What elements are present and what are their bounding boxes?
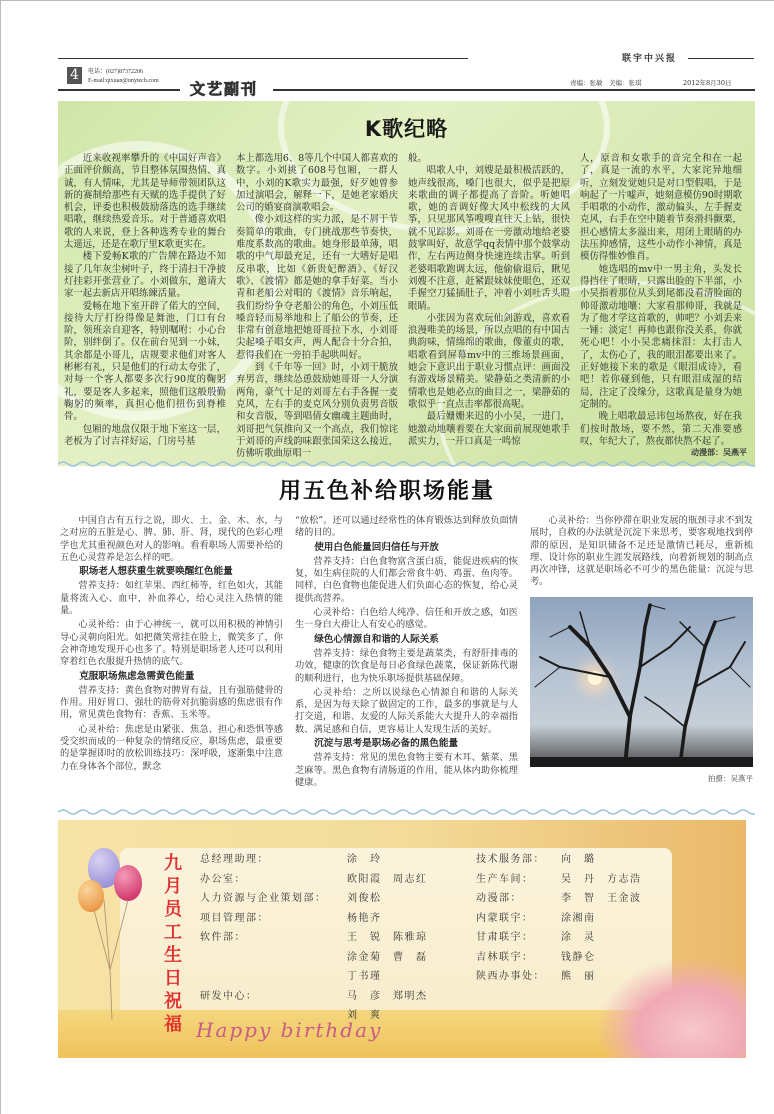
- article-k-song: [58, 101, 755, 466]
- happy-birthday-text: Happy birthday: [196, 1018, 383, 1042]
- editors: 责编：张敏 美编：张琪: [570, 79, 642, 87]
- paragraph: 营养支持：黄色食物对脾胃有益，且有强筋健骨的作用。用好胃口、强壮的筋骨对抗脆弱感的焦虑很有作用，常见黄色食物有：香蕉、玉米等。: [60, 684, 283, 721]
- article-column: [60, 515, 283, 791]
- paragraph: 心灵补给：当你停滞在职业发展的瓶颈寻求不到发展时，自救的办法就是沉淀下来思考，要客观地找到停滞的原因，是知识储备不足还是激情已耗尽，重新梳理、设计你的职业生涯发展路线，向着新规划的制高点再次冲锋，这就是职场必不可少的黑色能量：沉淀与思考。: [530, 515, 753, 588]
- balloon-strings: [88, 900, 128, 1020]
- paragraph: 心灵补给：焦虑是由紧张、焦急、担心和恐惧等感受交织而成的一种复杂的情绪反应，职场焦虑，最重要的是掌握即时的放松训练技巧：深呼吸，逐渐集中注意力在身体各个部位，默念: [60, 723, 283, 772]
- subheading: 克服职场焦虑急需黄色能量: [79, 670, 195, 682]
- article-column: [408, 153, 570, 460]
- article-column: [295, 515, 518, 791]
- birthday-row: 办公室： 欧阳霞 周志红: [200, 873, 428, 885]
- article-five-colors: [60, 515, 755, 791]
- paragraph: 晚上唱歌最忌讳包场熬夜，好在我们按时散场，要不然，第二天准要感叹，年纪大了，熬夜都快熬不起了。: [580, 411, 742, 447]
- subheading: 职场老人想获重生就要唤醒红色能量: [79, 566, 233, 578]
- birthday-row: 甘肃联宇： 涂 灵: [476, 932, 596, 943]
- balloon-icon: [114, 865, 142, 901]
- wavy-divider: [58, 460, 755, 468]
- paragraph: 最后姗姗来迟的小小吴，一进门，她激动地嚷着要在大家面前展现她歌手派实力，一开口真是一鸣惊: [408, 411, 570, 447]
- paragraph: 小张因为喜欢玩仙剑游戏，喜欢看浪漫唯美的场景，所以点唱的有中国古典韵味，情绵绵的歌曲，像董贞的歌，唱歌看到屏幕mv中的三维场景画面，她会下意识出于职业习惯点评：画面没有游戏场景精美。梁静茹之类清新的小情歌也是她必点的曲目之一，梁静茹的歌似乎一直点击率都很高呢。: [408, 312, 570, 410]
- birthday-list-left: [200, 850, 428, 1026]
- paragraph: 心灵补给：之所以说绿色心情源自和谐的人际关系，是因为每天除了做固定的工作，最多的事就是与人打交道，和谐、友爱的人际关系能大大提升人的幸福指数、满足感和自信，更容易让人发现生活的美好。: [295, 686, 518, 735]
- paragraph: 人，原音和女歌手的音完全和在一起了，真是一流的水平，大家诧异地细听，立刻发觉她只是对口型假唱，于是响起了一片嘘声，她刻意模仿90时期歌手唱歌的小动作，激动偏头，左手握麦克风，右手在空中随着节奏滑抖颤栗，担心感情太多溢出来，用闭上眼睛的办法压抑感情，这些小动作小神情，真是模仿得惟妙惟肖。: [580, 153, 742, 263]
- article-byline: 动漫部：吴燕平: [691, 448, 747, 457]
- paragraph: 包厢的地盘仅限于地下室这一层，老板为了讨吉祥好运，门房号基: [64, 423, 226, 447]
- article-column: [64, 153, 226, 460]
- paragraph: 营养支持：白色食物富含蛋白质，能促进疾病的恢复，如生病住院的人们都会常食牛奶、鸡蛋、鱼肉等。同样，白色食物也能促进人们负面心态的恢复，给心灵提供高营养。: [295, 555, 518, 604]
- paragraph: 到《千年等一回》时，小刘干脆放弃男音，继续怂恿鼓励她哥哥一人分演两角，豪气十足的刘哥左右手各握一麦克风，左右手的麦克风分别负责男音版和女音版，等到唱倩女幽魂主题曲时，刘哥把气氛推向又一个高点，我们惊诧于刘哥的声线韵味跟张国荣这么接近，仿佛听歌曲原唱一: [236, 362, 398, 460]
- paragraph: 唱歌人中，刘嫂是最积极活跃的，她声线很高，嗓门也很大，似乎是把原来歌曲的调子都提高了音阶。听她唱歌，她的音调好像大风中松线的大风筝，只见那风筝嗖嗖直往天上钻，很快就不见踪影。刘哥在一旁激动地给老婆鼓掌叫好，故意学qq表情中那个鼓掌动作，左右两边侧身快速连续击掌。听到老婆唱歌跑调太远，他偷偷退后，瞅见刘嫂不注意，赶紧跟妹妹使眼色，还双手握空刀猛插肚子，冲着小刘吐舌头瞪眼睛。: [408, 165, 571, 312]
- email: E-mail:qixuan@unytech.com: [88, 78, 159, 84]
- paragraph: 营养支持：绿色食物主要是蔬菜类，有舒肝排毒的功效，健康的饮食是每日必食绿色蔬菜，保证新陈代谢的顺利进行，也为快乐职场提供基础保障。: [295, 647, 518, 684]
- birthday-row: 陕西办事处： 熊 丽: [476, 971, 596, 982]
- wavy-divider: [58, 808, 755, 816]
- birthday-row: 生产车间： 吴 丹 方志浩: [476, 873, 642, 885]
- birthday-row: 涂金菊 曹 磊: [347, 951, 428, 963]
- birthday-row: 技术服务部： 向 璐: [476, 854, 596, 865]
- birthday-row: 软件部： 王 锐 陈雅琼: [200, 932, 428, 943]
- birthday-row: 吉林联宇： 钱静仑: [476, 951, 596, 963]
- paragraph: 营养支持：常见的黑色食物主要有木耳、紫菜、黑芝麻等。黑色食物有清肠道的作用，能从体内助你梳理健康。: [295, 752, 518, 788]
- page-number: 4: [67, 67, 82, 84]
- article-column: [530, 515, 753, 791]
- paragraph: 近来收视率攀升的《中国好声音》正面评价颇高，节目整体氛围热情、真诚，有人情味，尤其是导师带领团队这新的赛制给那些有天赋的选手提供了好机会，评委也积极鼓励落选的选手继续唱歌，继续热爱音乐。对于普通喜欢唱歌的人来说，登上各种选秀专业的舞台太遥远，还是在歌厅里K歌更实在。: [64, 153, 226, 251]
- article-column: [580, 153, 742, 460]
- paragraph: 本上都选用6、8等几个中国人都喜欢的数字。小刘挑了608号包厢，一群人中，小刘的K歌实力最强，好歹她曾参加过演唱会，解释一下，是她老家婚庆公司的婚宴商演歌唱会。: [236, 153, 398, 214]
- birthday-row: 研发中心： 马 彦 郑明杰: [200, 990, 428, 1002]
- birthday-title: 九 月 员 工 生 日 祝 福: [164, 853, 182, 1035]
- birthday-row: 丁书瑾: [347, 971, 382, 982]
- lotus-flower-icon: [596, 958, 746, 1058]
- header-rule-right: [688, 58, 754, 59]
- issue-date: 2012年8月30日: [683, 79, 732, 87]
- paragraph: “放松”。还可以通过经常性的体育锻炼达到释放负面情绪的目的。: [295, 515, 518, 539]
- paragraph: 般。: [408, 153, 427, 164]
- birthday-row: 刘 爽: [347, 1010, 382, 1021]
- tree-photo: [530, 597, 753, 767]
- photo-caption: 拍摄：吴燕平: [708, 773, 753, 783]
- birthday-row: 内蒙联宇： 涂湘南: [476, 912, 596, 924]
- paragraph: 楼下爱畅K歌的广告牌在路边不知接了几年灰尘树叶子，终于清扫干净披灯挂彩开张营业了。小刘做东，邀请大家一起去新店开唱练練活量。: [64, 251, 226, 300]
- subheading: 绿色心情源自和谐的人际关系: [314, 633, 439, 645]
- subheading: 沉淀与思考是职场必备的黑色能量: [314, 738, 459, 750]
- birthday-row: 人力资源与企业策划部： 刘俊松: [200, 893, 382, 904]
- section-title: 文艺副刊: [190, 80, 259, 98]
- article-column: [236, 153, 398, 460]
- paragraph: 中国自古有五行之说，即火、土、金、木、水，与之对应的五脏是心、脾、肺、肝、肾，现代的色彩心理学也尤其重视颜色对人的影响。看看职场人需要补给的五色心灵营养是怎么样的吧。: [60, 515, 283, 563]
- newspaper-name: 联宇中兴报: [622, 54, 678, 64]
- paragraph: 像小刘这样的实力派，是不屑于节奏简单的歌曲，专门挑战那些节奏快，难度系数高的歌曲。她身形最单薄，唱歌的中气却最充足，还有一大嗜好是唱反串歌，比如《新贵妃醉酒》、《好汉歌》、《渡情》都是她的拿手好菜。当小青和老船公对唱的《渡情》音乐响起，我们纷纷争夺老船公的角色，小刘压低嗓音轻而易举地和上了船公的节奏，还非常有创意地把她哥哥拉下水，小刘哥尖起嗓子唱女声，两人配合十分合拍，惹得我们在一旁拍手起哄叫好。: [236, 214, 398, 361]
- paragraph: 她选唱的mv中一男主角，头发长得挡住了眼睛，只露出脸的下半部，小小吴指着那位从头到尾都没看清脸面的帅哥激动地嚷：大家看那帅哥，我就是为了他才学这首歌的，帅吧？小刘丢来一锤：淡定！再帅也跟你没关系，你就死心吧！小小吴悲痛抹泪：太打击人了，太伤心了，我的眼泪都要出来了。正好她接下来的歌是《眼泪成诗》，看吧！若你碰到他，只有眼泪成湿的结局，注定了没缘分，这歌真是量身为她定制的。: [580, 263, 742, 410]
- paragraph: 营养支持：如红苹果、西红柿等，红色如火，其能量将流入心、血中，补血养心，给心灵注入热情的能量。: [60, 580, 283, 617]
- article-title: K歌纪略: [364, 117, 449, 141]
- birthday-row: 总经理助理： 涂 玲: [200, 854, 382, 865]
- birthday-row: 动漫部： 李 智 王金波: [476, 893, 642, 904]
- header-rule-lower-right: [273, 89, 755, 91]
- birthday-row: 项目管理部： 杨艳齐: [200, 912, 382, 924]
- page-border-top: [0, 0, 774, 1]
- birthday-greetings: [58, 820, 746, 1058]
- header-rule: [58, 58, 468, 59]
- subheading: 使用白色能量回归信任与开放: [314, 541, 439, 553]
- contact-info: [88, 68, 159, 86]
- article-columns: [64, 153, 754, 460]
- article-title: 用五色补给职场能量: [278, 479, 495, 504]
- tree-silhouette: [530, 597, 753, 767]
- paragraph: 心灵补给：白色给人纯净、信任和开放之感，如医生一身白大褂让人有安心的感觉。: [295, 607, 518, 631]
- page-border-left: [0, 0, 1, 1114]
- paragraph: 心灵补给：由于心神统一，就可以用积极的神情引导心灵朝向阳光。如把微笑常挂在脸上，微笑多了，你会神奇地发现开心也多了。特别是职场老人还可以利用穿着红色衣服提升热情的底气。: [60, 619, 283, 668]
- paragraph: 爱畅在地下室开辟了偌大的空间，接待大厅打扮得像是舞池，门口有台阶，领班亲自迎客，特别嘱咐：小心台阶，别绊倒了。仅在前台见到一小妹，其余都是小哥儿，店规要求他们对客人彬彬有礼，只是他们的行动太夸张了，对每一个客人都要多次行90度的鞠躬礼，要是客人多起来，照他们这般殷勤鞠躬的频率，真担心他们扭伤到脊椎骨。: [64, 300, 226, 423]
- phone: 电话：(027)87372206: [88, 69, 143, 75]
- header-rule-lower-left: [58, 89, 180, 91]
